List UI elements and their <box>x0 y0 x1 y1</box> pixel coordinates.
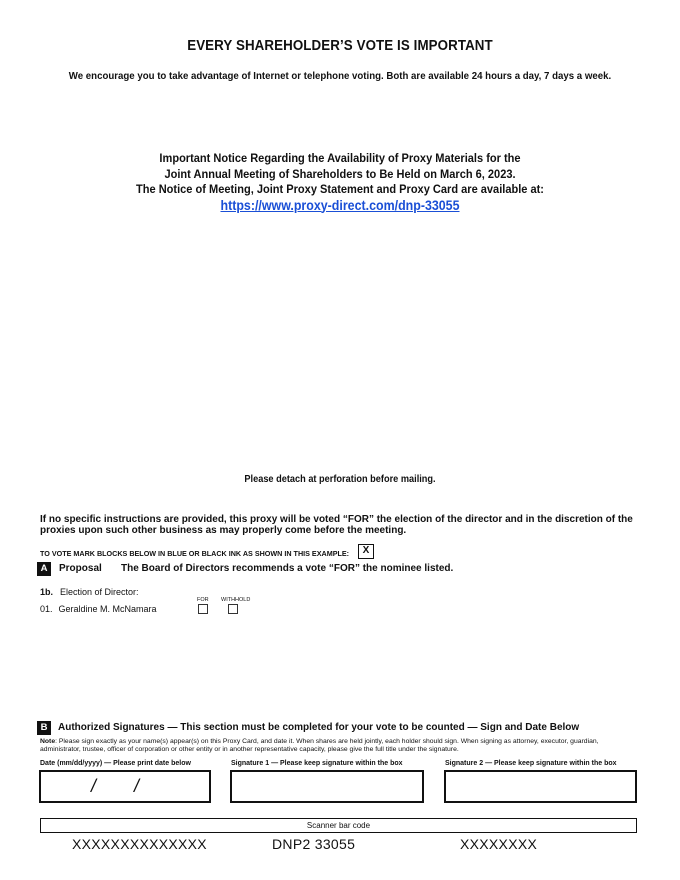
section-b-title: Authorized Signatures — This section must be completed for your vote to be counted — Sign and Date Below <box>58 722 580 733</box>
section-b-badge: B <box>37 721 51 735</box>
notice-line-2: Joint Annual Meeting of Shareholders to Be Held on March 6, 2023. <box>164 166 516 181</box>
signature-1-label: Signature 1 — Please keep signature within the box <box>231 760 403 767</box>
nominee-number: 01. <box>40 604 53 614</box>
left-control-code: XXXXXXXXXXXXXX <box>72 836 207 852</box>
signature-1-box[interactable] <box>230 770 424 803</box>
page-title: EVERY SHAREHOLDER’S VOTE IS IMPORTANT <box>187 38 493 54</box>
section-a-description <box>121 563 453 574</box>
nominee-row <box>40 604 157 614</box>
for-column-label: FOR <box>197 597 209 603</box>
mark-example-box: X <box>358 544 374 559</box>
right-control-code: XXXXXXXX <box>460 836 538 852</box>
signature-2-box[interactable] <box>444 770 637 803</box>
date-input-box[interactable] <box>39 770 211 803</box>
detach-instruction: Please detach at perforation before mailing. <box>244 474 436 485</box>
section-a-title: Proposal <box>59 563 102 574</box>
note-label: Note <box>40 738 56 745</box>
section-a-badge: A <box>37 562 51 576</box>
proposal-1b <box>40 587 139 597</box>
proposal-number: 1b. <box>40 587 54 597</box>
signature-note <box>40 738 640 753</box>
proxy-materials-link[interactable]: https://www.proxy-direct.com/dnp-33055 <box>220 197 460 213</box>
date-field-label: Date (mm/dd/yyyy) — Please print date below <box>40 760 191 767</box>
withhold-checkbox[interactable] <box>228 604 238 614</box>
voting-encouragement: We encourage you to take advantage of Internet or telephone voting. Both are available 24 hours a day, 7 days a week. <box>68 70 612 82</box>
notice-line-1: Important Notice Regarding the Availability of Proxy Materials for the <box>159 151 521 165</box>
board-recommendation: The Board of Directors recommends a vote “FOR” the nominee listed. <box>121 563 454 574</box>
signature-2-label: Signature 2 — Please keep signature within the box <box>445 760 617 767</box>
note-text: : Please sign exactly as your name(s) appear(s) on this Proxy Card, and date it. When shares are held jointly, each holder should sign. When signing as attorney, executor, guardian, administrator, trustee, officer of corporation or other entity or in another representative capacity, please give the full title under the signature. <box>40 738 599 753</box>
proxy-notice <box>27 151 653 214</box>
voting-instructions: If no specific instructions are provided, this proxy will be voted “FOR” the election of the director and in the discretion of the proxies upon such other business as may properly come before the meeting. <box>40 514 633 536</box>
withhold-column-label: WITHHOLD <box>221 597 251 603</box>
notice-line-3: The Notice of Meeting, Joint Proxy Statement and Proxy Card are available at: <box>136 182 544 196</box>
date-slash-1: / <box>91 776 97 796</box>
nominee-name: Geraldine M. McNamara <box>58 604 157 614</box>
scanner-bar-code: Scanner bar code <box>40 818 637 833</box>
proposal-title: Election of Director: <box>60 587 139 597</box>
document-code: DNP2 33055 <box>272 836 356 852</box>
mark-example-label: TO VOTE MARK BLOCKS BELOW IN BLUE OR BLACK INK AS SHOWN IN THIS EXAMPLE: <box>40 549 350 558</box>
date-slash-2: / <box>134 776 140 796</box>
for-checkbox[interactable] <box>198 604 208 614</box>
